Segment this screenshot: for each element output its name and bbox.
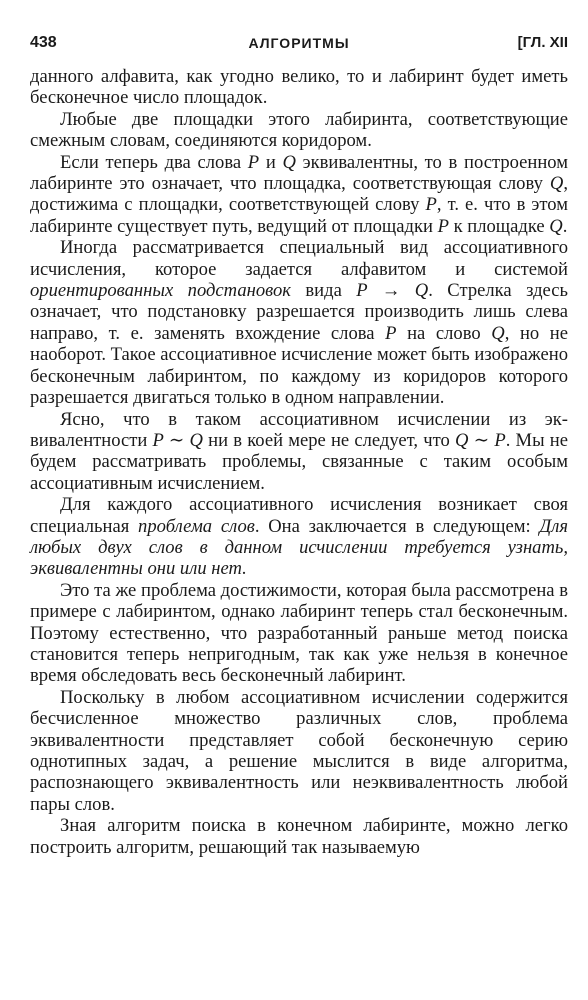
text-run: Иногда рассматривается специальный вид ассоциативного исчисления, которое задается алфавитом и системой xyxy=(30,237,568,280)
italic-text: P xyxy=(425,194,437,216)
italic-text: Q xyxy=(549,173,564,195)
text-run: . Она заключается в следующем: xyxy=(254,515,540,537)
paragraph xyxy=(30,409,568,495)
body-text xyxy=(30,66,568,858)
text-run: на слово xyxy=(396,322,492,344)
text-run: эквивалентны, то в построенном лабиринте это означает, что площадка, соответствующая слову xyxy=(30,151,569,195)
text-run: Поскольку в любом ассоциативном исчислении содержится бесчисленное множество различных слов, проблема эквивалентности представляет собой бесконечную серию однотипных задач, а решение мыслится в виде алгоритма, распознающего эквивалентность или неэквивалентность любой пары слов. xyxy=(30,686,568,815)
italic-text: Q xyxy=(549,215,563,237)
text-run: , но не наоборот. Такое ассоциативное исчисление может быть изображено бесконечным лабиринтом, по каждому из коридоров которого разрешается двигаться только в одном направлении. xyxy=(30,322,569,409)
text-run: вида xyxy=(290,280,357,302)
italic-text: P → Q xyxy=(356,280,429,302)
italic-text: Q ∼ P xyxy=(454,429,506,451)
text-run: Это та же проблема достижимости, которая была рассмотрена в примере с лабиринтом, однако лабиринт теперь стал бесконечным. Поэтому естественно, что разработанный раньше метод поиска становится теперь непригодным, так как уже нельзя в конечное время обследовать весь бесконечный лабиринт. xyxy=(30,579,568,687)
text-run: , т. е. что в этом лабиринте существует путь, ведущий от площадки xyxy=(30,194,568,237)
page-number: 438 xyxy=(30,34,57,51)
text-run: Если теперь два слова xyxy=(60,151,248,173)
text-run: данного алфавита, как угодно велико, то и лабиринт будет иметь бесконечное число площадок. xyxy=(30,66,568,109)
paragraph xyxy=(30,815,568,858)
paragraph xyxy=(30,237,568,408)
text-run: . Мы не будем рассматривать проблемы, связанные с таким особым ассоциативным исчислением. xyxy=(30,429,568,494)
text-run: , достижима с площадки, соответствующей слову xyxy=(30,173,568,216)
italic-text: P xyxy=(247,151,260,173)
italic-text: ориентированных подстановок xyxy=(30,280,291,302)
paragraph xyxy=(30,494,568,580)
running-title: АЛГОРИТМЫ xyxy=(248,35,350,51)
chapter-marker: [ГЛ. XII xyxy=(517,34,568,51)
italic-text: Q xyxy=(282,151,296,173)
italic-text: Q xyxy=(491,322,505,344)
running-header xyxy=(30,30,568,66)
italic-text: Для любых двух слов в данном исчислении требуется узнать, эквивалентны они или нет. xyxy=(30,515,568,580)
paragraph xyxy=(30,152,568,238)
text-run: Зная алгоритм поиска в конечном лабиринте, можно легко построить алгоритм, решающий так называемую xyxy=(30,815,568,858)
paragraph xyxy=(30,687,568,815)
italic-text: P ∼ Q xyxy=(152,429,203,451)
paragraph xyxy=(30,66,568,109)
text-run: Любые две площадки этого лабиринта, соответствующие смежным словам, соединяются коридором. xyxy=(30,108,568,152)
text-run: . xyxy=(562,215,568,237)
text-run: к площадке xyxy=(448,215,550,237)
text-run: . Стрелка здесь означает, что подстановку разрешается производить лишь слева направо, т. е. заменять вхождение слова xyxy=(30,280,569,344)
text-run: ни в коей мере не следует, что xyxy=(202,429,455,451)
text-run: и xyxy=(259,151,283,173)
text-run: Для каждого ассоциативного исчисления возникает своя специальная xyxy=(30,494,568,537)
text-run: Ясно, что в таком ассоциативном исчислении из эквивалентности xyxy=(30,408,568,451)
italic-text: P xyxy=(385,322,397,344)
italic-text: проблема слов xyxy=(138,515,255,537)
paragraph xyxy=(30,109,568,152)
italic-text: P xyxy=(437,215,449,237)
paragraph xyxy=(30,580,568,687)
